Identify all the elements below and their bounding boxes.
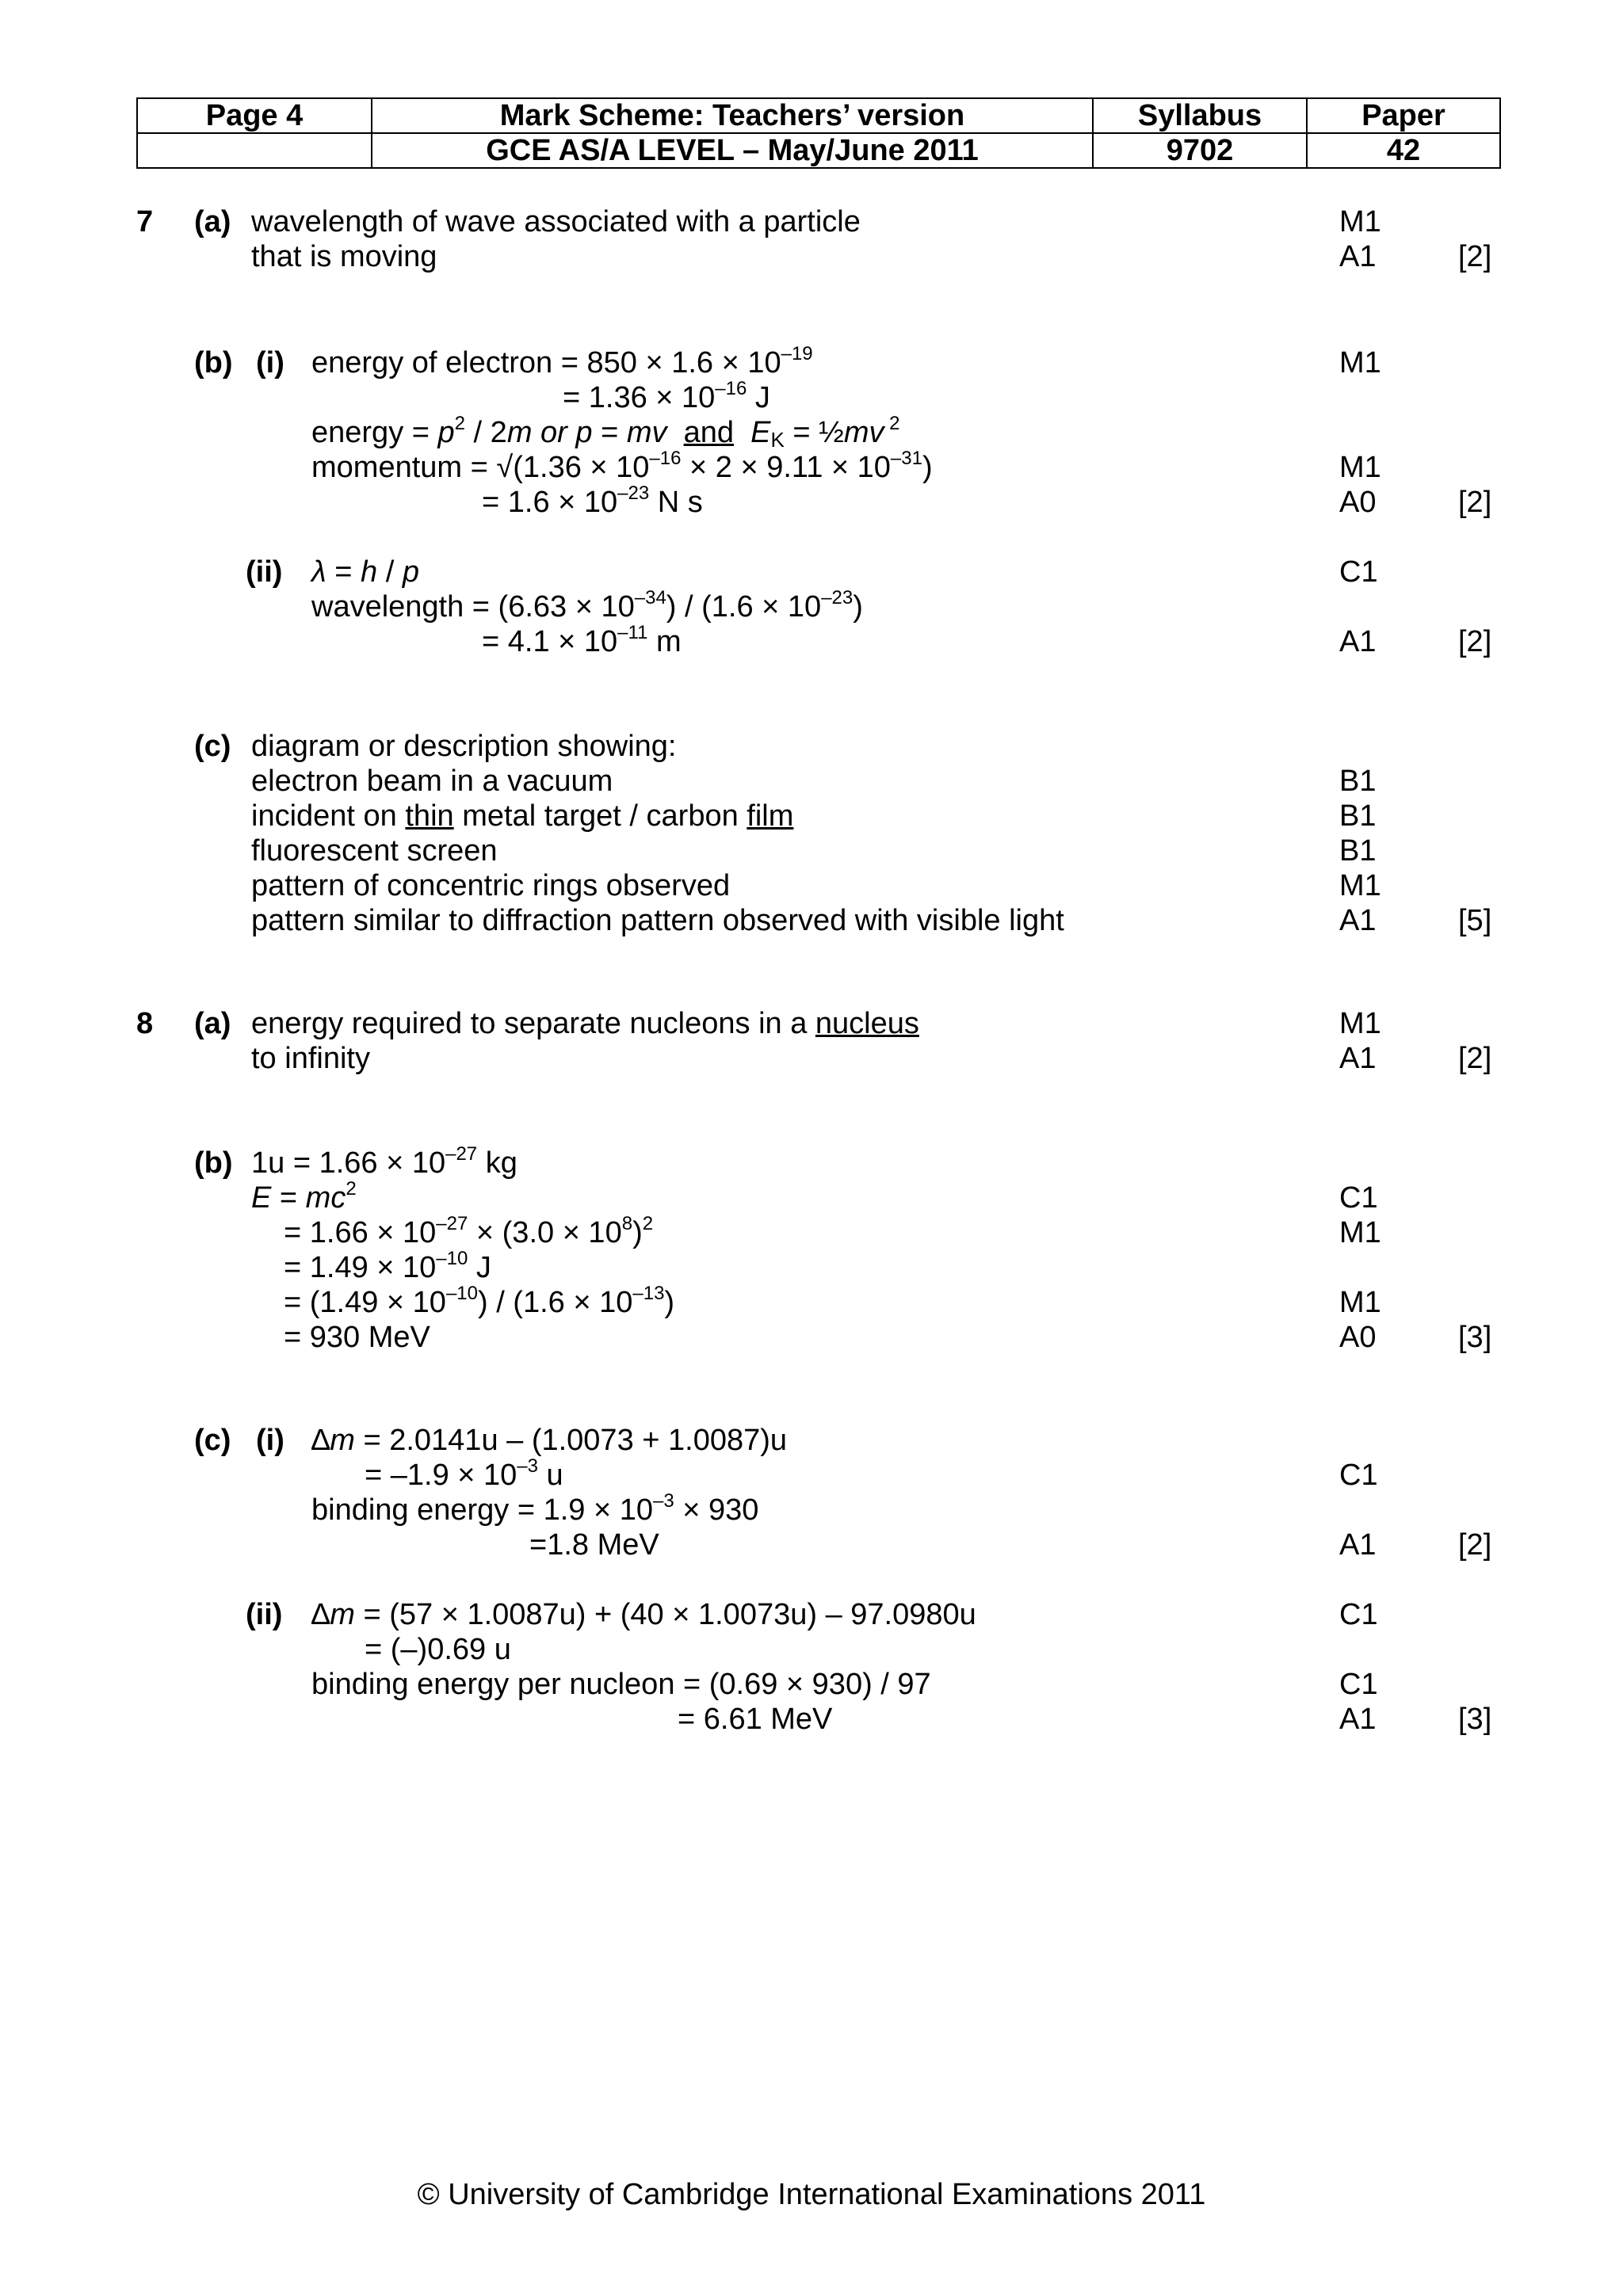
answer-line: pattern similar to diffraction pattern observed with visible light	[251, 904, 1064, 937]
mark-code: C1	[1339, 1459, 1378, 1492]
mark-total: [5]	[1458, 904, 1492, 937]
header-paper-number: 42	[1307, 133, 1500, 168]
mark-code: A1	[1339, 240, 1377, 273]
part-label: (c)	[194, 730, 231, 763]
header-syllabus-code: 9702	[1093, 133, 1307, 168]
part-label: (b)	[194, 1146, 233, 1180]
subpart-label: (ii)	[246, 555, 283, 589]
answer-line: incident on thin metal target / carbon film	[251, 799, 794, 833]
energy-relation: energy = $p^2 / 2m$ or p = mv and $E_K$ = ½mv $^2$	[311, 413, 900, 452]
mark-code: A0	[1339, 486, 1377, 519]
mark-total: [3]	[1458, 1703, 1492, 1736]
answer-line: pattern of concentric rings observed	[251, 869, 731, 902]
mark-code: A0	[1339, 1321, 1377, 1354]
mark-code: C1	[1339, 1668, 1378, 1701]
mark-total: [2]	[1458, 1528, 1492, 1562]
mark-code: B1	[1339, 765, 1377, 798]
mark-code: A1	[1339, 625, 1377, 658]
answer-line: fluorescent screen	[251, 834, 498, 868]
answer-line: =1.8 MeV	[529, 1528, 659, 1562]
answer-line: energy of electron = $850 \times 1.6 \times 10^{-19}$	[311, 343, 813, 379]
question-number: 8	[136, 1007, 154, 1040]
mark-code: M1	[1339, 1216, 1381, 1249]
part-label: (a)	[194, 1007, 231, 1040]
mark-total: [3]	[1458, 1321, 1492, 1354]
answer-line: that is moving	[251, 240, 437, 273]
answer-line: = 930 MeV	[284, 1321, 430, 1354]
answer-line: = $4.1 \times 10^{-11}$ m	[482, 622, 682, 658]
answer-line: wavelength of wave associated with a particle	[251, 205, 861, 238]
answer-line: = $1.6 \times 10^{-23}$ N s	[482, 482, 703, 519]
mark-code: M1	[1339, 205, 1381, 238]
answer-line: diagram or description showing:	[251, 730, 677, 763]
answer-line: ∆m = (57 × 1.0087u) + (40 × 1.0073u) – 97.0980u	[311, 1598, 976, 1631]
subpart-label: (ii)	[246, 1598, 283, 1631]
mark-code: M1	[1339, 451, 1381, 484]
header-syllabus-label: Syllabus	[1093, 98, 1307, 133]
mark-code: B1	[1339, 834, 1377, 868]
answer-line: λ = h / p	[311, 555, 419, 589]
mark-total: [2]	[1458, 1042, 1492, 1075]
question-number: 7	[136, 205, 154, 238]
answer-line: = $1.36 \times 10^{-16}$ J	[563, 378, 770, 414]
mark-code: B1	[1339, 799, 1377, 833]
mark-total: [2]	[1458, 625, 1492, 658]
subpart-label: (i)	[256, 1424, 285, 1457]
answer-line: = (–)0.69 u	[365, 1633, 511, 1666]
header-row	[137, 98, 1500, 133]
mark-code: M1	[1339, 1007, 1381, 1040]
answer-line: binding energy per nucleon = (0.69 × 930) / 97	[311, 1668, 931, 1701]
header-row	[137, 133, 1500, 168]
answer-line: = $1.49 \times 10^{-10}$ J	[284, 1248, 491, 1284]
answer-line: momentum = $√(1.36 \times 10^{-16} \times 2 \times 9.11 \times 10^{-31})$	[311, 448, 933, 484]
answer-line: = $1.66 \times 10^{-27} \times (3.0 \times 10^8)^2$	[284, 1213, 654, 1249]
mark-code: C1	[1339, 555, 1378, 589]
answer-line: binding energy = $1.9 \times 10^{-3} \times 930$	[311, 1490, 759, 1527]
mark-code: M1	[1339, 1286, 1381, 1319]
answer-line: = 6.61 MeV	[678, 1703, 833, 1736]
header-table	[136, 97, 1501, 169]
header-page-blank	[137, 133, 372, 168]
answer-line: $1u = 1.66 \times 10^{-27}$ kg	[251, 1143, 517, 1180]
copyright-footer: © University of Cambridge International Examinations 2011	[417, 2178, 1206, 2211]
part-label: (c)	[194, 1424, 231, 1457]
answer-line: ∆m = 2.0141u – (1.0073 + 1.0087)u	[311, 1424, 788, 1457]
mark-total: [2]	[1458, 240, 1492, 273]
answer-line: = $-1.9 \times 10^{-3}$ u	[365, 1455, 563, 1492]
mark-code: A1	[1339, 1703, 1377, 1736]
answer-line: = $(1.49 \times 10^{-10}) / (1.6 \times 10^{-13})$	[284, 1283, 675, 1319]
mark-code: A1	[1339, 1042, 1377, 1075]
header-exam: GCE AS/A LEVEL – May/June 2011	[372, 133, 1093, 168]
header-title: Mark Scheme: Teachers’ version	[372, 98, 1093, 133]
part-label: (a)	[194, 205, 231, 238]
mark-code: C1	[1339, 1598, 1378, 1631]
mark-code: M1	[1339, 869, 1381, 902]
answer-line: to infinity	[251, 1042, 370, 1075]
answer-line: energy required to separate nucleons in a nucleus	[251, 1007, 919, 1040]
mark-code: A1	[1339, 904, 1377, 937]
answer-line: electron beam in a vacuum	[251, 765, 613, 798]
mark-code: C1	[1339, 1181, 1378, 1215]
mark-code: M1	[1339, 346, 1381, 379]
answer-line: wavelength = $(6.63 \times 10^{-34}) / (1.6 \times 10^{-23})$	[311, 587, 863, 624]
header-paper-label: Paper	[1307, 98, 1500, 133]
answer-line: $E = mc^2$	[251, 1178, 357, 1215]
subpart-label: (i)	[256, 346, 285, 379]
mark-code: A1	[1339, 1528, 1377, 1562]
part-label: (b)	[194, 346, 233, 379]
header-page: Page 4	[137, 98, 372, 133]
mark-total: [2]	[1458, 486, 1492, 519]
